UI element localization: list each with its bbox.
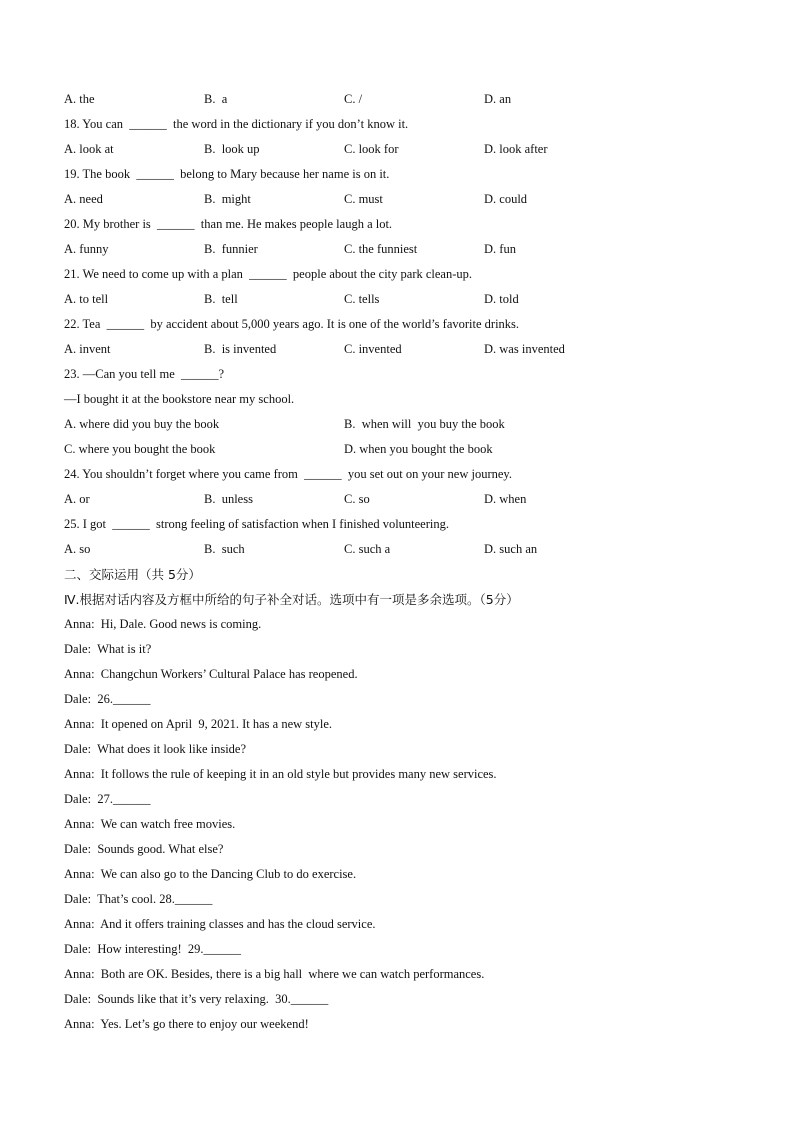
q23-options-row2 xyxy=(64,437,764,462)
option-d: D. when you bought the book xyxy=(344,442,493,456)
q25-options xyxy=(64,537,764,562)
option-d: D. when xyxy=(484,492,527,506)
dialogue-line: Anna: Changchun Workers’ Cultural Palace has reopened. xyxy=(64,667,358,681)
option-c: C. must xyxy=(344,192,383,206)
option-a: A. invent xyxy=(64,342,111,356)
option-d: D. an xyxy=(484,92,512,106)
dialogue-line: Dale: What is it? xyxy=(64,642,152,656)
option-b: B. tell xyxy=(204,292,238,306)
dialogue-line: Dale: Sounds like that it’s very relaxing. 30.______ xyxy=(64,992,329,1006)
option-b: B. when will you buy the book xyxy=(344,417,505,431)
option-a: A. the xyxy=(64,92,95,106)
part-4-instruction: Ⅳ.根据对话内容及方框中所给的句子补全对话。选项中有一项是多余选项。（5分） xyxy=(64,592,519,607)
option-c: C. / xyxy=(344,92,363,106)
q20-options xyxy=(64,237,764,262)
option-b: B. funnier xyxy=(204,242,258,256)
dialogue-line: Dale: 26.______ xyxy=(64,692,151,706)
q21-options xyxy=(64,287,764,312)
option-a: A. so xyxy=(64,542,91,556)
option-b: B. such xyxy=(204,542,245,556)
q23-options-row1 xyxy=(64,412,764,437)
option-c: C. look for xyxy=(344,142,399,156)
q19-options xyxy=(64,187,764,212)
q17-options xyxy=(64,87,764,112)
question-20: 20. My brother is ______ than me. He makes people laugh a lot. xyxy=(64,217,393,231)
dialogue-line: Anna: We can watch free movies. xyxy=(64,817,236,831)
question-23: 23. —Can you tell me ______? xyxy=(64,367,225,381)
option-b: B. unless xyxy=(204,492,253,506)
option-b: B. is invented xyxy=(204,342,277,356)
dialogue-line: Anna: We can also go to the Dancing Club to do exercise. xyxy=(64,867,357,881)
option-c: C. the funniest xyxy=(344,242,418,256)
option-d: D. could xyxy=(484,192,528,206)
question-21: 21. We need to come up with a plan ______ people about the city park clean-up. xyxy=(64,267,473,281)
q18-options xyxy=(64,137,764,162)
option-a: A. look at xyxy=(64,142,114,156)
option-a: A. or xyxy=(64,492,90,506)
q22-options xyxy=(64,337,764,362)
dialogue-line: Dale: Sounds good. What else? xyxy=(64,842,224,856)
option-c: C. where you bought the book xyxy=(64,442,216,456)
option-c: C. such a xyxy=(344,542,391,556)
q24-options xyxy=(64,487,764,512)
option-d: D. such an xyxy=(484,542,538,556)
section-2-title: 二、交际运用（共 5分） xyxy=(64,567,201,582)
option-d: D. told xyxy=(484,292,519,306)
option-d: D. look after xyxy=(484,142,548,156)
option-c: C. invented xyxy=(344,342,402,356)
option-d: D. was invented xyxy=(484,342,565,356)
option-b: B. a xyxy=(204,92,228,106)
dialogue-line: Dale: What does it look like inside? xyxy=(64,742,247,756)
dialogue-line: Anna: It follows the rule of keeping it in an old style but provides many new services. xyxy=(64,767,497,781)
option-c: C. so xyxy=(344,492,370,506)
dialogue-line: Anna: And it offers training classes and has the cloud service. xyxy=(64,917,376,931)
option-a: A. where did you buy the book xyxy=(64,417,220,431)
option-d: D. fun xyxy=(484,242,516,256)
option-c: C. tells xyxy=(344,292,380,306)
dialogue-line: Anna: Both are OK. Besides, there is a big hall where we can watch performances. xyxy=(64,967,485,981)
option-b: B. look up xyxy=(204,142,260,156)
dialogue-line: Anna: It opened on April 9, 2021. It has a new style. xyxy=(64,717,333,731)
option-a: A. need xyxy=(64,192,103,206)
question-24: 24. You shouldn’t forget where you came from ______ you set out on your new journey. xyxy=(64,467,512,481)
exam-page xyxy=(64,87,764,1037)
question-25: 25. I got ______ strong feeling of satisfaction when I finished volunteering. xyxy=(64,517,449,531)
dialogue-line: Anna: Hi, Dale. Good news is coming. xyxy=(64,617,262,631)
option-a: A. to tell xyxy=(64,292,109,306)
option-b: B. might xyxy=(204,192,251,206)
dialogue-line: Anna: Yes. Let’s go there to enjoy our weekend! xyxy=(64,1017,309,1031)
dialogue-line: Dale: That’s cool. 28.______ xyxy=(64,892,213,906)
dialogue-line: Dale: 27.______ xyxy=(64,792,151,806)
dialogue-line: Dale: How interesting! 29.______ xyxy=(64,942,242,956)
question-23-reply: —I bought it at the bookstore near my school. xyxy=(64,392,295,406)
question-18: 18. You can ______ the word in the dictionary if you don’t know it. xyxy=(64,117,409,131)
question-19: 19. The book ______ belong to Mary because her name is on it. xyxy=(64,167,390,181)
question-22: 22. Tea ______ by accident about 5,000 years ago. It is one of the world’s favorite drinks. xyxy=(64,317,520,331)
option-a: A. funny xyxy=(64,242,109,256)
